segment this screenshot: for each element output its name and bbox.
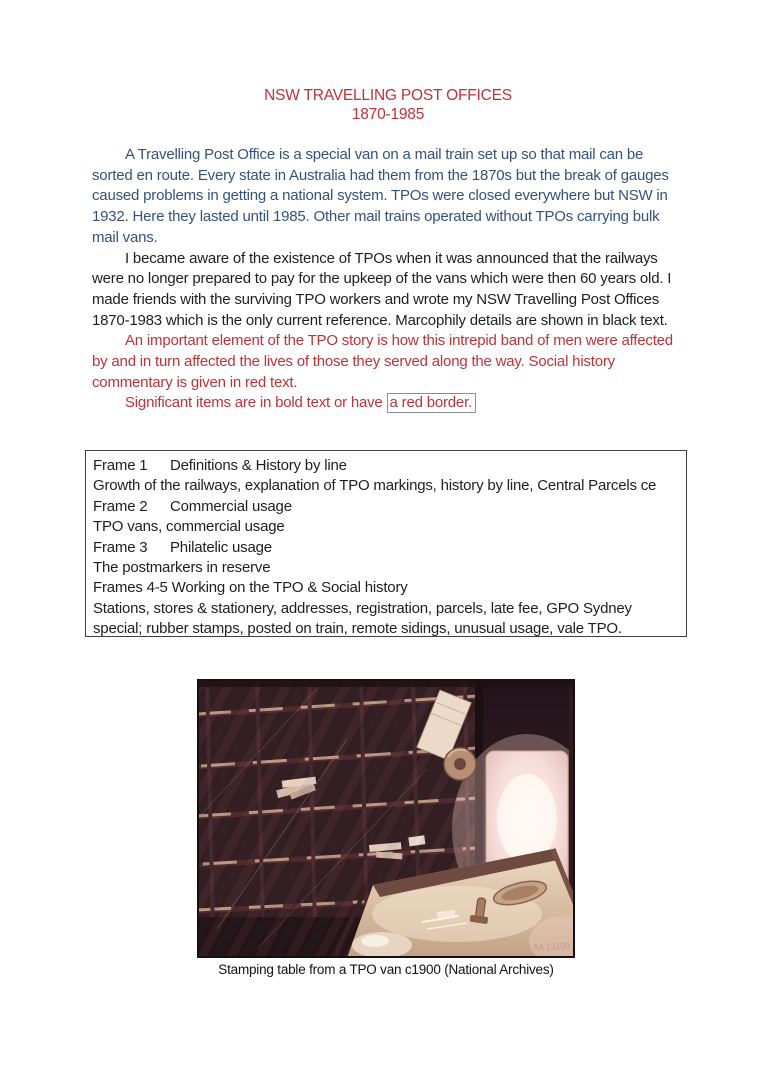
page-subtitle: 1870-1985 [351,106,425,123]
text-column [92,86,684,414]
twine-spool [444,748,476,780]
page-title: NSW TRAVELLING POST OFFICES [264,87,512,104]
frame-row [93,497,678,517]
frame-title: Commercial usage [170,497,292,515]
photo-top-shadow [197,679,575,687]
paper-pile [352,932,412,958]
archive-mark: AA 13100 2 [532,940,575,952]
frame-row: TPO vans, commercial usage [93,518,285,536]
frames-summary-box [85,450,687,637]
social-history-paragraph: An important element of the TPO story is how this intrepid band of men were affected by and in turn affected the lives of those they served along the way. Social history commentary is given in red text. [92,332,673,391]
frame-row [93,456,678,476]
frame-label: Frame 3 [93,538,148,556]
frame-title: Definitions & History by line [170,457,347,474]
frame-label: Frame 1 [93,457,148,474]
red-border-sample: a red border. [387,393,476,413]
frame-label: Frame 2 [93,497,148,515]
frame-row: Growth of the railways, explanation of TPO markings, history by line, Central Parcels ce [93,477,657,495]
significant-items-text: Significant items are in bold text or have [125,394,387,412]
frame-title: Philatelic usage [170,538,272,556]
intro-paragraph: A Travelling Post Office is a special van on a mail train set up so that mail can be sorted en route. Every state in Australia had them from the 1870s but the break of gauges caused problems in getting a national system. TPOs were closed everywhere but NSW in 1932. Here they lasted until 1985. Other mail trains operated without TPOs carrying bulk mail vans. [92,146,669,246]
significant-items-note [92,393,684,414]
frame-row: The postmarkers in reserve [93,559,271,577]
tpo-van-photo [197,679,575,958]
tpo-van-photo-art [197,679,575,958]
frame-row: Frames 4-5 Working on the TPO & Social history [93,579,408,597]
photo-caption: Stamping table from a TPO van c1900 (National Archives) [218,962,554,977]
awareness-paragraph: I became aware of the existence of TPOs when it was announced that the railways were no longer prepared to pay for the upkeep of the vans which were then 60 years old. I made friends with the surviving TPO workers and wrote my NSW Travelling Post Offices 1870-1983 which is the only current reference. Marcophily details are shown in black text. [92,249,672,329]
frame-row [93,538,678,558]
frame-row: Stations, stores & stationery, addresses, registration, parcels, late fee, GPO Sydney special; rubber stamps, posted on train, remote sidings, unusual usage, vale TPO. [93,599,632,638]
